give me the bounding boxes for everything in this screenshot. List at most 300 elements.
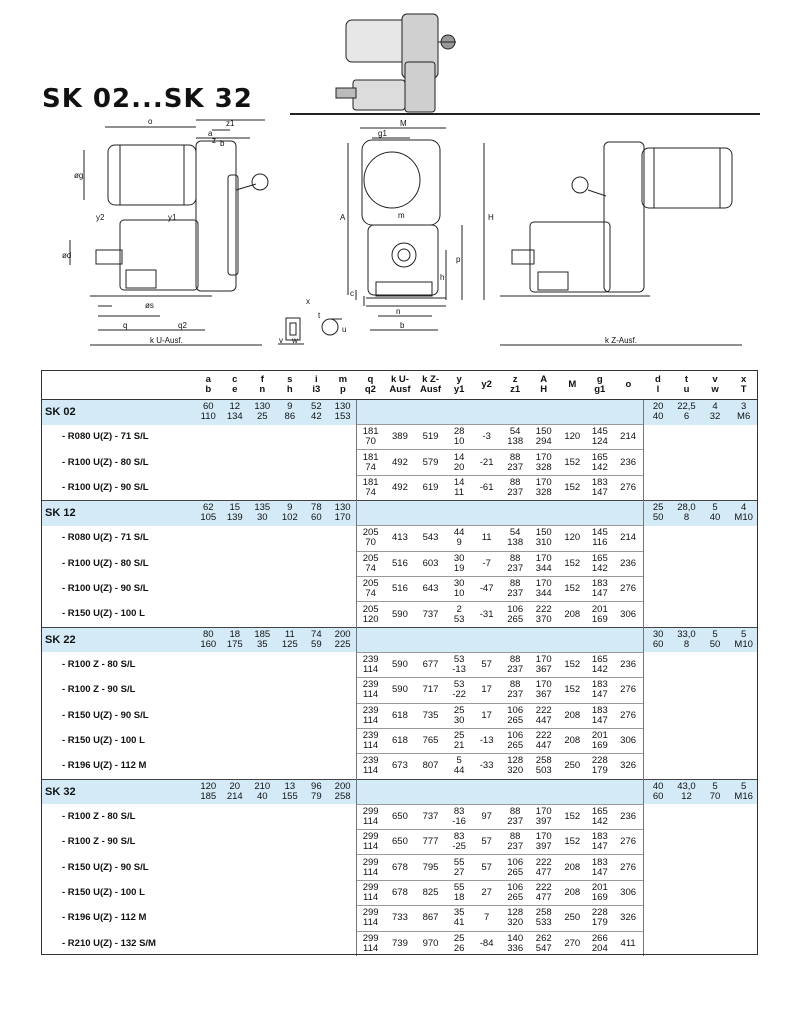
table-cell: 22,5 6 — [672, 400, 701, 425]
table-cell: 236 — [613, 450, 644, 475]
table-cell: 222 447 — [529, 728, 558, 753]
column-header: s h — [277, 371, 304, 400]
variant-label: - R100 U(Z) - 80 S/L — [62, 557, 149, 569]
table-cell: 205 120 — [356, 602, 385, 627]
table-cell: 60 110 — [195, 400, 222, 425]
table-cell: 106 265 — [501, 728, 530, 753]
dimension-table — [42, 371, 758, 956]
series-name: SK 22 — [42, 627, 195, 652]
table-cell: 306 — [613, 602, 644, 627]
column-header: y y1 — [446, 371, 473, 400]
table-cell: 25 30 — [446, 703, 473, 728]
table-cell: 389 — [385, 425, 416, 450]
table-cell: 27 — [472, 880, 501, 905]
table-cell: 276 — [613, 830, 644, 855]
side-view-z-drawing — [500, 142, 742, 345]
column-header: y2 — [472, 371, 501, 400]
table-cell: 733 — [385, 906, 416, 931]
table-cell: 130 153 — [330, 400, 357, 425]
table-cell: 222 477 — [529, 855, 558, 880]
table-cell: 183 147 — [587, 678, 614, 703]
dim-label-x: x — [306, 297, 310, 306]
table-cell: 7 — [472, 906, 501, 931]
series-row — [42, 627, 758, 652]
table-cell: 183 147 — [587, 855, 614, 880]
table-cell: 5 44 — [446, 754, 473, 779]
column-header: M — [558, 371, 587, 400]
variant-label: - R100 Z - 90 S/L — [62, 836, 136, 848]
table-cell: 106 265 — [501, 880, 530, 905]
table-cell: 678 — [385, 855, 416, 880]
variant-label: - R150 U(Z) - 90 S/L — [62, 861, 149, 873]
dim-label-q2: q2 — [178, 321, 187, 330]
table-cell: 239 114 — [356, 728, 385, 753]
series-row — [42, 501, 758, 526]
table-cell: 152 — [558, 804, 587, 829]
table-cell: 12 134 — [222, 400, 249, 425]
table-cell: 28,0 8 — [672, 501, 701, 526]
dim-label-g1: g1 — [378, 129, 387, 138]
table-cell: 208 — [558, 880, 587, 905]
table-cell: 210 40 — [248, 779, 277, 804]
column-header: k Z- Ausf — [415, 371, 446, 400]
dim-label-z: z — [212, 136, 216, 145]
table-cell: 4 32 — [701, 400, 730, 425]
column-header: z z1 — [501, 371, 530, 400]
table-cell: 201 169 — [587, 880, 614, 905]
table-cell: 80 160 — [195, 627, 222, 652]
table-cell: -7 — [472, 551, 501, 576]
series-row — [42, 779, 758, 804]
table-cell: 677 — [415, 652, 446, 677]
table-cell: 825 — [415, 880, 446, 905]
table-row — [42, 450, 758, 475]
table-cell: -47 — [472, 576, 501, 601]
table-cell: 78 60 — [303, 501, 330, 526]
variant-label: - R150 U(Z) - 100 L — [62, 735, 145, 747]
variant-label: - R100 U(Z) - 90 S/L — [62, 481, 149, 493]
table-row — [42, 602, 758, 627]
column-header: t u — [672, 371, 701, 400]
table-cell: 181 70 — [356, 425, 385, 450]
table-cell: 650 — [385, 804, 416, 829]
table-cell: 5 70 — [701, 779, 730, 804]
dim-label-w: w — [292, 336, 298, 345]
table-cell: 208 — [558, 855, 587, 880]
table-cell: 795 — [415, 855, 446, 880]
table-cell: 52 42 — [303, 400, 330, 425]
column-header: m p — [330, 371, 357, 400]
table-cell: 765 — [415, 728, 446, 753]
variant-label: - R196 U(Z) - 112 M — [62, 760, 147, 772]
table-row — [42, 475, 758, 500]
table-cell: -31 — [472, 602, 501, 627]
column-header: c e — [222, 371, 249, 400]
table-cell: 9 86 — [277, 400, 304, 425]
table-row — [42, 703, 758, 728]
table-cell: 120 — [558, 425, 587, 450]
table-cell: 74 59 — [303, 627, 330, 652]
table-cell: 88 237 — [501, 652, 530, 677]
table-cell: 88 237 — [501, 576, 530, 601]
table-cell: 222 447 — [529, 703, 558, 728]
table-cell: 97 — [472, 804, 501, 829]
column-header: d l — [644, 371, 673, 400]
table-cell: 276 — [613, 678, 644, 703]
variant-label: - R150 U(Z) - 100 L — [62, 887, 145, 899]
table-cell: 208 — [558, 703, 587, 728]
table-cell: 128 320 — [501, 754, 530, 779]
table-cell: 299 114 — [356, 931, 385, 956]
table-cell: 208 — [558, 728, 587, 753]
table-cell: 299 114 — [356, 804, 385, 829]
table-cell: 152 — [558, 652, 587, 677]
table-cell: 145 124 — [587, 425, 614, 450]
variant-label: - R210 U(Z) - 132 S/M — [62, 937, 156, 949]
table-cell: 276 — [613, 576, 644, 601]
table-cell: 165 142 — [587, 652, 614, 677]
table-cell: 239 114 — [356, 678, 385, 703]
table-cell: 128 320 — [501, 906, 530, 931]
column-header: k U- Ausf — [385, 371, 416, 400]
dim-label-s: øs — [145, 301, 154, 310]
table-cell: 214 — [613, 425, 644, 450]
table-cell: 205 74 — [356, 551, 385, 576]
table-cell: 737 — [415, 602, 446, 627]
dim-label-m: M — [400, 119, 407, 128]
table-cell: 618 — [385, 728, 416, 753]
table-cell: 145 116 — [587, 526, 614, 551]
table-cell: 516 — [385, 551, 416, 576]
table-cell: 5 50 — [701, 627, 730, 652]
table-cell: 326 — [613, 906, 644, 931]
table-row — [42, 728, 758, 753]
dim-label-p: p — [456, 255, 461, 264]
table-cell: 222 370 — [529, 602, 558, 627]
table-cell: 130 25 — [248, 400, 277, 425]
table-cell: 208 — [558, 602, 587, 627]
table-cell: 57 — [472, 652, 501, 677]
table-cell: 618 — [385, 703, 416, 728]
dim-label-g: øg — [74, 171, 84, 180]
dim-label-o: o — [148, 117, 153, 126]
column-header: a b — [195, 371, 222, 400]
dim-label-u: u — [342, 325, 347, 334]
table-cell: 239 114 — [356, 652, 385, 677]
table-cell: 88 237 — [501, 830, 530, 855]
page-title: SK 02...SK 32 — [42, 84, 253, 114]
table-cell: 543 — [415, 526, 446, 551]
table-cell: 170 344 — [529, 576, 558, 601]
table-cell: 3 M6 — [729, 400, 758, 425]
table-cell: 54 138 — [501, 425, 530, 450]
table-cell: 53 -13 — [446, 652, 473, 677]
table-row — [42, 830, 758, 855]
table-row — [42, 855, 758, 880]
table-cell: 183 147 — [587, 703, 614, 728]
table-cell: 276 — [613, 703, 644, 728]
table-cell: 88 237 — [501, 551, 530, 576]
table-cell: 717 — [415, 678, 446, 703]
dimension-drawings — [0, 0, 800, 365]
table-cell: 276 — [613, 475, 644, 500]
table-cell: 165 142 — [587, 804, 614, 829]
table-cell: 40 60 — [644, 779, 673, 804]
table-cell: 30 60 — [644, 627, 673, 652]
table-cell: 88 237 — [501, 678, 530, 703]
table-cell: 807 — [415, 754, 446, 779]
table-cell: 18 175 — [222, 627, 249, 652]
table-cell: 5 40 — [701, 501, 730, 526]
table-cell: 737 — [415, 804, 446, 829]
table-cell: 970 — [415, 931, 446, 956]
table-cell: -3 — [472, 425, 501, 450]
variant-label: - R100 U(Z) - 80 S/L — [62, 456, 149, 468]
column-header: o — [613, 371, 644, 400]
table-cell: 43,0 12 — [672, 779, 701, 804]
table-cell: -33 — [472, 754, 501, 779]
table-cell: 5 M16 — [729, 779, 758, 804]
table-cell: 13 155 — [277, 779, 304, 804]
table-cell: 262 547 — [529, 931, 558, 956]
column-header: g g1 — [587, 371, 614, 400]
table-cell: 739 — [385, 931, 416, 956]
dim-label-a-front: A — [340, 213, 346, 222]
table-cell: 250 — [558, 906, 587, 931]
table-cell: 17 — [472, 703, 501, 728]
variant-label: - R100 Z - 90 S/L — [62, 684, 136, 696]
table-cell: 88 237 — [501, 475, 530, 500]
table-cell: 62 105 — [195, 501, 222, 526]
table-cell: 170 328 — [529, 475, 558, 500]
table-cell: 250 — [558, 754, 587, 779]
dim-label-b-front: b — [400, 321, 405, 330]
table-cell: 214 — [613, 526, 644, 551]
table-header-row — [42, 371, 758, 400]
column-header: v w — [701, 371, 730, 400]
table-cell: 135 30 — [248, 501, 277, 526]
table-cell: 20 40 — [644, 400, 673, 425]
table-cell: 519 — [415, 425, 446, 450]
table-cell: 299 114 — [356, 855, 385, 880]
table-row — [42, 551, 758, 576]
table-cell: 140 336 — [501, 931, 530, 956]
table-cell: 205 70 — [356, 526, 385, 551]
column-header: i i3 — [303, 371, 330, 400]
table-cell: 88 237 — [501, 804, 530, 829]
front-view-drawing — [278, 128, 484, 344]
table-cell: 170 367 — [529, 652, 558, 677]
table-cell: 326 — [613, 754, 644, 779]
table-cell: 57 — [472, 855, 501, 880]
table-cell: 258 503 — [529, 754, 558, 779]
table-cell: 44 9 — [446, 526, 473, 551]
table-cell: 170 367 — [529, 678, 558, 703]
table-cell: 15 139 — [222, 501, 249, 526]
dim-label-b: b — [220, 139, 225, 148]
table-cell: 678 — [385, 880, 416, 905]
dim-label-kz: k Z-Ausf. — [605, 336, 638, 345]
side-view-u-drawing — [70, 120, 268, 345]
table-cell: 276 — [613, 855, 644, 880]
dim-label-v: v — [279, 336, 283, 345]
column-header: x T — [729, 371, 758, 400]
table-cell: 120 185 — [195, 779, 222, 804]
table-cell: 55 18 — [446, 880, 473, 905]
table-cell: 619 — [415, 475, 446, 500]
table-cell: -84 — [472, 931, 501, 956]
table-row — [42, 804, 758, 829]
table-cell: 185 35 — [248, 627, 277, 652]
table-cell: 150 310 — [529, 526, 558, 551]
table-cell: 222 477 — [529, 880, 558, 905]
table-cell: 200 225 — [330, 627, 357, 652]
table-cell: 228 179 — [587, 906, 614, 931]
series-name: SK 02 — [42, 400, 195, 425]
table-cell: 183 147 — [587, 830, 614, 855]
table-cell: 170 344 — [529, 551, 558, 576]
table-cell: 14 11 — [446, 475, 473, 500]
variant-label: - R100 U(Z) - 90 S/L — [62, 583, 149, 595]
table-cell: 590 — [385, 602, 416, 627]
table-cell: 239 114 — [356, 754, 385, 779]
variant-label: - R100 Z - 80 S/L — [62, 658, 136, 670]
table-cell: 152 — [558, 551, 587, 576]
variant-label: - R150 U(Z) - 100 L — [62, 608, 145, 620]
table-cell: 170 397 — [529, 804, 558, 829]
table-cell: 11 — [472, 526, 501, 551]
table-cell: 170 328 — [529, 450, 558, 475]
dim-label-q: q — [123, 321, 128, 330]
table-cell: 236 — [613, 804, 644, 829]
table-cell: 33,0 8 — [672, 627, 701, 652]
table-cell: 590 — [385, 652, 416, 677]
variant-label: - R100 Z - 80 S/L — [62, 810, 136, 822]
table-cell: 492 — [385, 475, 416, 500]
table-cell: 306 — [613, 880, 644, 905]
table-row — [42, 425, 758, 450]
table-cell: 11 125 — [277, 627, 304, 652]
table-cell: 83 -25 — [446, 830, 473, 855]
table-cell: 30 10 — [446, 576, 473, 601]
table-cell: 106 265 — [501, 602, 530, 627]
table-cell: 266 204 — [587, 931, 614, 956]
table-cell: 54 138 — [501, 526, 530, 551]
table-cell: 25 26 — [446, 931, 473, 956]
series-row — [42, 400, 758, 425]
table-cell: 492 — [385, 450, 416, 475]
table-cell: 165 142 — [587, 450, 614, 475]
table-cell: 590 — [385, 678, 416, 703]
table-cell: 170 397 — [529, 830, 558, 855]
table-cell: 120 — [558, 526, 587, 551]
table-cell: 83 -16 — [446, 804, 473, 829]
table-cell: 228 179 — [587, 754, 614, 779]
table-cell: 673 — [385, 754, 416, 779]
table-cell: 88 237 — [501, 450, 530, 475]
table-cell: 258 533 — [529, 906, 558, 931]
table-cell: 735 — [415, 703, 446, 728]
table-cell: 55 27 — [446, 855, 473, 880]
table-cell: 643 — [415, 576, 446, 601]
table-cell: 9 102 — [277, 501, 304, 526]
table-cell: 183 147 — [587, 576, 614, 601]
table-cell: 96 79 — [303, 779, 330, 804]
table-cell: 28 10 — [446, 425, 473, 450]
table-cell: 650 — [385, 830, 416, 855]
dim-label-y1: y1 — [168, 213, 177, 222]
table-row — [42, 652, 758, 677]
table-cell: 777 — [415, 830, 446, 855]
table-cell: 579 — [415, 450, 446, 475]
table-cell: 299 114 — [356, 906, 385, 931]
series-name: SK 12 — [42, 501, 195, 526]
table-cell: 306 — [613, 728, 644, 753]
table-cell: 17 — [472, 678, 501, 703]
dim-label-ku: k U-Ausf. — [150, 336, 183, 345]
dim-label-y2: y2 — [96, 213, 105, 222]
table-cell: 25 21 — [446, 728, 473, 753]
variant-label: - R080 U(Z) - 71 S/L — [62, 532, 149, 544]
table-cell: 35 41 — [446, 906, 473, 931]
column-header: q q2 — [356, 371, 385, 400]
table-cell: 25 50 — [644, 501, 673, 526]
dim-label-h-front: H — [488, 213, 494, 222]
table-cell: 239 114 — [356, 703, 385, 728]
table-row — [42, 678, 758, 703]
dim-label-a: a — [208, 129, 213, 138]
table-cell: 152 — [558, 475, 587, 500]
table-cell: 106 265 — [501, 855, 530, 880]
table-cell: 106 265 — [501, 703, 530, 728]
table-cell: 200 258 — [330, 779, 357, 804]
dim-label-t: t — [318, 311, 321, 320]
dim-label-m-front: m — [398, 211, 405, 220]
variant-label: - R080 U(Z) - 71 S/L — [62, 431, 149, 443]
table-cell: 181 74 — [356, 475, 385, 500]
table-cell: 603 — [415, 551, 446, 576]
table-row — [42, 880, 758, 905]
table-cell: 152 — [558, 830, 587, 855]
table-cell: 152 — [558, 576, 587, 601]
table-cell: 516 — [385, 576, 416, 601]
table-cell: 413 — [385, 526, 416, 551]
table-cell: 2 53 — [446, 602, 473, 627]
table-cell: 150 294 — [529, 425, 558, 450]
table-cell: 165 142 — [587, 551, 614, 576]
series-name: SK 32 — [42, 779, 195, 804]
table-cell: 201 169 — [587, 728, 614, 753]
variant-label: - R196 U(Z) - 112 M — [62, 912, 147, 924]
table-cell: 20 214 — [222, 779, 249, 804]
table-cell: 152 — [558, 450, 587, 475]
table-cell: 236 — [613, 551, 644, 576]
dim-label-n: n — [396, 307, 401, 316]
table-cell: 299 114 — [356, 830, 385, 855]
table-cell: 130 170 — [330, 501, 357, 526]
table-cell: 411 — [613, 931, 644, 956]
variant-label: - R150 U(Z) - 90 S/L — [62, 709, 149, 721]
dim-label-c: c — [350, 289, 354, 298]
table-cell: -13 — [472, 728, 501, 753]
gearmotor-product-image — [336, 14, 456, 112]
dim-label-z1: z1 — [226, 119, 235, 128]
table-cell: 867 — [415, 906, 446, 931]
column-header: f n — [248, 371, 277, 400]
table-cell: 30 19 — [446, 551, 473, 576]
table-cell: 205 74 — [356, 576, 385, 601]
table-cell: 181 74 — [356, 450, 385, 475]
